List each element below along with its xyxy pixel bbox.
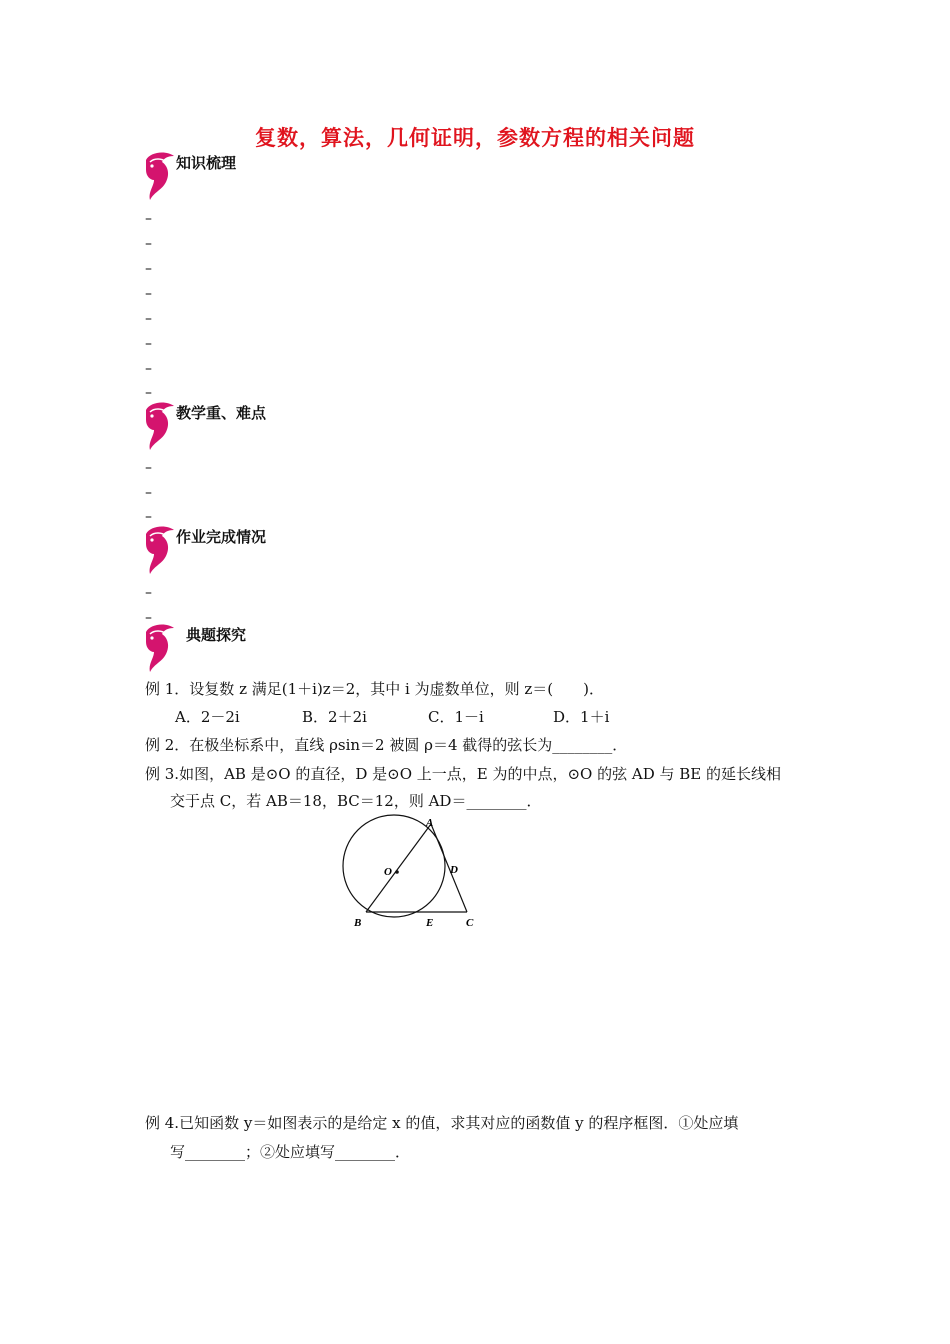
blank-line: – (145, 236, 152, 252)
example-1-option-a: A．2－2i (175, 708, 240, 726)
segment-ac (431, 824, 467, 912)
example-1-option-b: B．2＋2i (302, 708, 367, 726)
blank-line: – (145, 485, 152, 501)
segment-ab (366, 824, 431, 912)
blank-line: – (145, 509, 152, 525)
example-3-line-1: 例 3.如图，AB 是⊙O 的直径，D 是⊙O 上一点，E 为的中点，⊙O 的弦 AD 与 BE 的延长线相 (145, 765, 782, 783)
blank-line: – (145, 336, 152, 352)
dolphin-icon (140, 622, 178, 674)
center-point (395, 870, 399, 874)
geometry-figure (340, 812, 490, 934)
example-1-option-d: D．1＋i (553, 708, 610, 726)
example-4-line-2: 写________；②处应填写________． (170, 1143, 411, 1161)
section-label: 知识梳理 (176, 154, 237, 172)
label-o: O (384, 866, 392, 878)
dolphin-icon (140, 400, 178, 452)
page-title: 复数，算法，几何证明，参数方程的相关问题 (255, 126, 695, 150)
blank-line: – (145, 311, 152, 327)
example-2: 例 2．在极坐标系中，直线 ρsin＝2 被圆 ρ＝4 截得的弦长为________． (145, 736, 628, 754)
example-1-stem: 例 1．设复数 z 满足(1＋i)z＝2，其中 i 为虚数单位，则 z＝( )． (145, 680, 604, 698)
label-a: A (426, 817, 434, 829)
section-label: 作业完成情况 (176, 528, 267, 546)
section-label: 典题探究 (186, 626, 247, 644)
blank-line: – (145, 286, 152, 302)
section-label: 教学重、难点 (176, 404, 267, 422)
example-4-line-1: 例 4.已知函数 y＝如图表示的是给定 x 的值，求其对应的函数值 y 的程序框图．①处应填 (145, 1114, 739, 1132)
example-3-line-2: 交于点 C，若 AB＝18，BC＝12，则 AD＝________． (170, 792, 542, 810)
example-1-option-c: C．1－i (428, 708, 484, 726)
dolphin-icon (140, 524, 178, 576)
blank-line: – (145, 361, 152, 377)
blank-line: – (145, 460, 152, 476)
blank-line: – (145, 261, 152, 277)
dolphin-icon (140, 150, 178, 202)
blank-line: – (145, 385, 152, 401)
blank-line: – (145, 585, 152, 601)
label-d: D (450, 864, 458, 876)
label-b: B (354, 917, 362, 929)
circle-o (343, 815, 445, 917)
label-e: E (426, 917, 434, 929)
label-c: C (466, 917, 474, 929)
blank-line: – (145, 610, 152, 626)
blank-line: – (145, 211, 152, 227)
